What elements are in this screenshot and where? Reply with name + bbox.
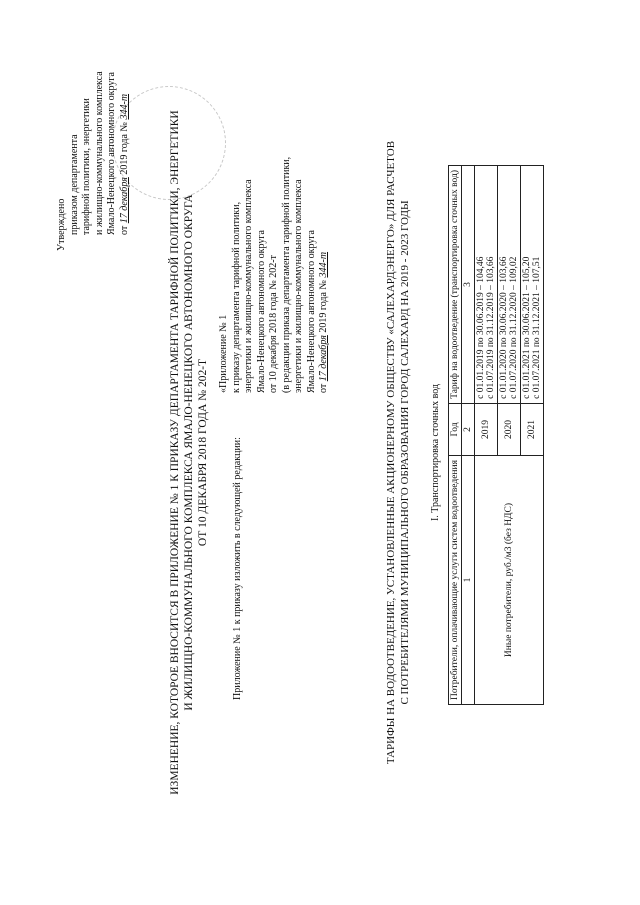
main-heading: ИЗМЕНЕНИЕ, КОТОРОЕ ВНОСИТСЯ В ПРИЛОЖЕНИЕ № 1 К ПРИКАЗУ ДЕПАРТАМЕНТА ТАРИФНОЙ ПОЛИТИКИ, ЭНЕРГЕТИКИ И ЖИЛИЩНО-КОММУНАЛЬНОГО КОМПЛЕКСА ЯМАЛО-НЕНЕЦКОГО АВТОНОМНОГО ОКРУГА ОТ 10 ДЕКАБРЯ 2018 ГОДА № 202-Т	[169, 110, 209, 795]
table-number-row: 1 2 3	[462, 166, 475, 705]
tariff-cell: с 01.01.2020 по 30.06.2020 – 103,66 с 01.07.2020 по 31.12.2020 – 109,02	[498, 166, 521, 404]
appendix-block: «Приложение № 1 к приказу департамента тарифной политики, энергетики и жилищно-коммунального комплекса Ямало-Ненецкого автономного округа от 10 декабря 2018 года № 202-т (в редакции приказа департамента тарифной политики, энергетики и жилищно-коммунального комплекса Ямало-Ненецкого автономного округа от 17 декабря 2019 года № 344-т	[218, 156, 329, 393]
approval-block	[56, 71, 131, 273]
header-year: Год	[449, 403, 462, 455]
year-cell: 2019	[475, 403, 498, 455]
handwritten-date: 17 декабря	[318, 335, 329, 382]
section-label: I. Транспортировка сточных вод	[430, 383, 441, 522]
year-cell: 2020	[498, 403, 521, 455]
appendix-date: от 17 декабря 2019 года № 344-т	[318, 251, 329, 393]
approval-date: от 17 декабря 2019 года № 344-т	[118, 93, 130, 235]
handwritten-date: 17 декабря	[118, 177, 130, 224]
tariff-cell: с 01.01.2019 по 30.06.2019 – 104,46 с 01.07.2019 по 31.12.2019 – 103,66	[475, 166, 498, 404]
tariff-cell: с 01.01.2021 по 30.06.2021 – 105,20 с 01.07.2021 по 31.12.2021 – 107,51	[521, 166, 544, 404]
header-tariff: Тариф на водоотведение (транспортировка сточных вод)	[449, 166, 462, 404]
approval-line: тарифной политики, энергетики	[81, 98, 92, 235]
approval-line: Ямало-Ненецкого автономного округа	[106, 72, 117, 235]
consumer-cell: Иные потребители, руб./м3 (без НДС)	[475, 456, 544, 705]
table-row	[475, 166, 498, 705]
handwritten-number: 344-т	[318, 251, 329, 278]
tariff-title: ТАРИФЫ НА ВОДООТВЕДЕНИЕ, УСТАНОВЛЕННЫЕ АКЦИОНЕРНОМУ ОБЩЕСТВУ «САЛЕХАРДЭНЕРГО» ДЛЯ РАСЧЕТОВ С ПОТРЕБИТЕЛЯМИ МУНИЦИПАЛЬНОГО ОБРАЗОВАНИЯ ГОРОД САЛЕХАРД НА 2019 - 2023 ГОДЫ	[385, 140, 411, 765]
approval-line: приказом департамента	[68, 134, 80, 235]
tariff-table	[448, 165, 544, 705]
header-consumers: Потребители, оплачивающие услуги систем водоотведения	[449, 456, 462, 705]
table-header-row	[449, 166, 462, 705]
approval-line: и жилищно-коммунального комплекса	[93, 71, 105, 235]
handwritten-number: 344-т	[118, 93, 130, 120]
year-cell: 2021	[521, 403, 544, 455]
approval-line: Утверждено	[56, 198, 67, 251]
intro-text: Приложение № 1 к приказу изложить в следующей редакции:	[232, 437, 243, 700]
